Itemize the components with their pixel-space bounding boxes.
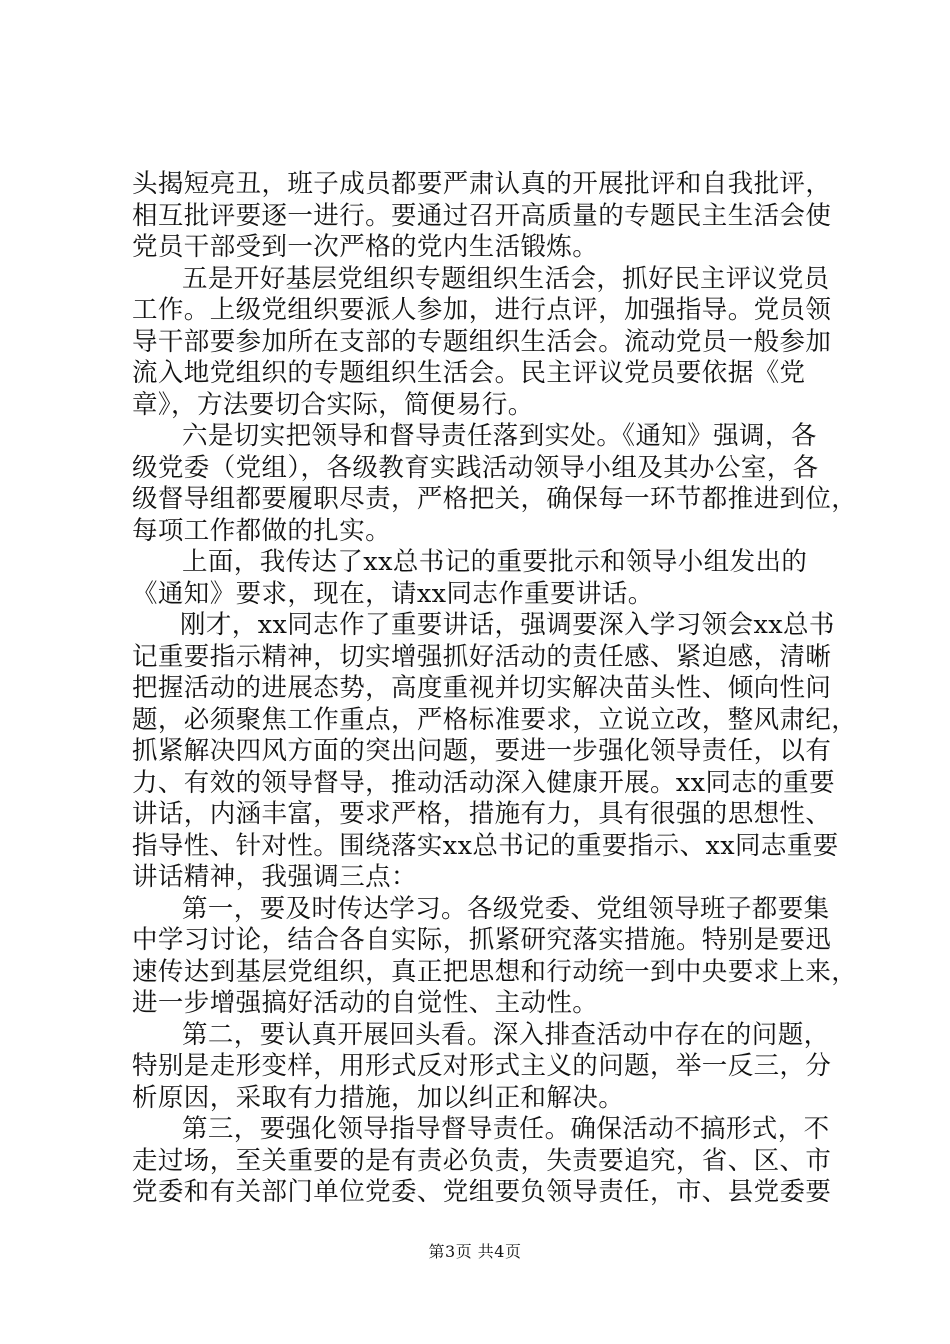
paragraph-start-line: 上面，我传达了xx总书记的重要批示和领导小组发出的: [182, 547, 808, 577]
text-line: 把握活动的进展态势，高度重视并切实解决苗头性、倾向性问: [132, 673, 832, 703]
text-line: 党员干部受到一次严格的党内生活锻炼。: [132, 232, 599, 262]
paragraph-start-line: 第三，要强化领导指导督导责任。确保活动不搞形式，不: [182, 1114, 830, 1144]
paragraph-start-line: 五是开好基层党组织专题组织生活会，抓好民主评议党员: [182, 263, 830, 294]
text-line: 中学习讨论，结合各自实际，抓紧研究落实措施。特别是要迅: [132, 925, 832, 955]
text-line: 讲话精神，我强调三点：: [132, 862, 417, 892]
paragraph-start-line: 第二，要认真开展回头看。深入排查活动中存在的问题，: [182, 1019, 830, 1050]
text-line: 题，必须聚焦工作重点，严格标准要求，立说立改，整风肃纪，: [132, 704, 858, 735]
text-line: 流入地党组织的专题组织生活会。民主评议党员要依据《党: [132, 358, 806, 388]
paragraph-start-line: 第一，要及时传达学习。各级党委、党组领导班子都要集: [182, 893, 830, 924]
text-line: 特别是走形变样，用形式反对形式主义的问题，举一反三，分: [132, 1051, 832, 1081]
text-line: 抓紧解决四风方面的突出问题，要进一步强化领导责任，以有: [132, 736, 832, 766]
body-text: [132, 169, 858, 1209]
paragraph-start-line: 六是切实把领导和督导责任落到实处。《通知》强调，各: [182, 421, 817, 451]
text-line: 《通知》要求，现在，请xx同志作重要讲话。: [132, 578, 654, 609]
text-line: 走过场，至关重要的是有责必负责，失责要追究，省、区、市: [132, 1145, 832, 1176]
page-footer: [0, 1240, 950, 1264]
text-line: 级党委（党组），各级教育实践活动领导小组及其办公室，各: [132, 452, 819, 483]
text-line: 头揭短亮丑，班子成员都要严肃认真的开展批评和自我批评，: [132, 169, 832, 199]
text-line: 析原因，采取有力措施，加以纠正和解决。: [132, 1082, 625, 1113]
text-line: 每项工作都做的扎实。: [132, 515, 392, 546]
text-line: 工作。上级党组织要派人参加，进行点评，加强指导。党员领: [132, 295, 832, 325]
text-line: 力、有效的领导督导，推动活动深入健康开展。xx同志的重要: [132, 767, 835, 798]
text-line: 指导性、针对性。围绕落实xx总书记的重要指示、xx同志重要: [132, 830, 839, 861]
text-line: 章》，方法要切合实际，简便易行。: [132, 389, 534, 420]
text-line: 速传达到基层党组织，真正把思想和行动统一到中央要求上来，: [132, 956, 858, 987]
page-number-label: 第3页 共4页: [428, 1242, 522, 1261]
text-line: 党委和有关部门单位党委、党组要负领导责任，市、县党委要: [132, 1177, 832, 1207]
text-line: 级督导组都要履职尽责，严格把关，确保每一环节都推进到位，: [132, 484, 858, 514]
text-line: 进一步增强搞好活动的自觉性、主动性。: [132, 988, 599, 1018]
text-line: 讲话，内涵丰富，要求严格，措施有力，具有很强的思想性、: [132, 799, 832, 829]
text-line: 导干部要参加所在支部的专题组织生活会。流动党员一般参加: [132, 326, 832, 357]
text-line: 相互批评要逐一进行。要通过召开高质量的专题民主生活会使: [132, 200, 832, 231]
paragraph-start-line: 刚才，xx同志作了重要讲话，强调要深入学习领会xx总书: [180, 610, 835, 640]
text-line: 记重要指示精神，切实增强抓好活动的责任感、紧迫感，清晰: [132, 641, 832, 672]
